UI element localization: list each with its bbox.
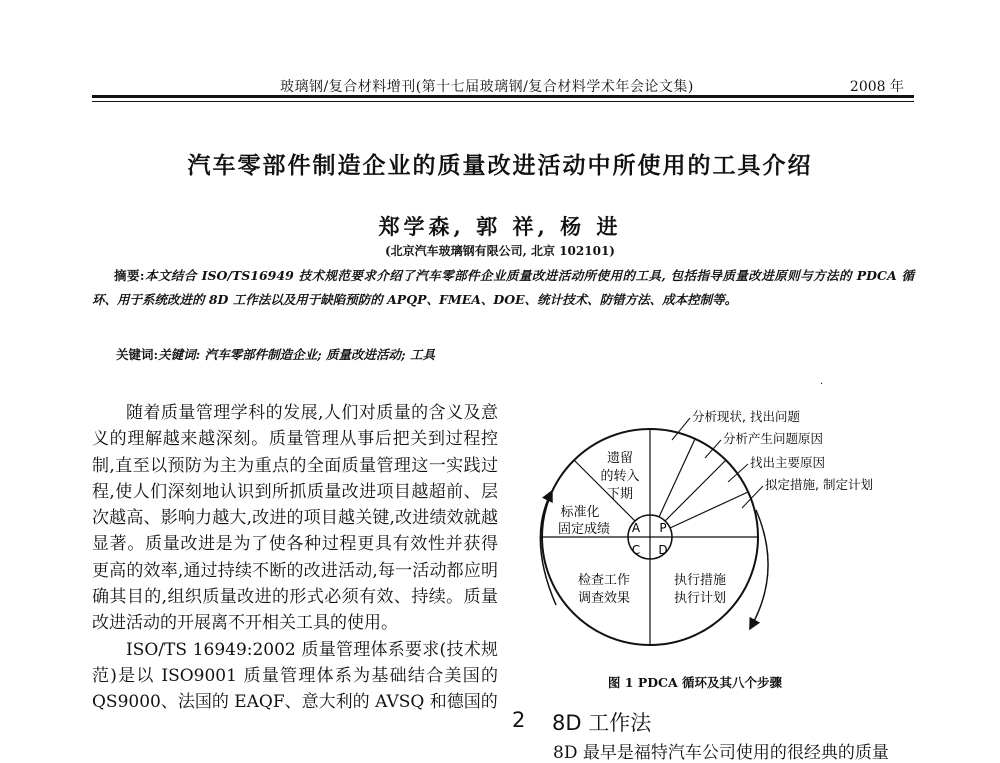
sector-top-line-2: 的转入 xyxy=(600,469,640,484)
sector-left-line-2: 固定成绩 xyxy=(557,522,611,537)
abstract-label: 摘要: xyxy=(114,268,145,283)
keywords-label: 关键词: xyxy=(116,347,159,362)
abstract xyxy=(92,264,914,312)
body-paragraph-1: 随着质量管理学科的发展,人们对质量的含义及意义的理解越来越深刻。质量管理从事后把关到过程控制,直至以预防为主为重点的全面质量管理这一实践过程,使人们深刻地认识到所抓质量改进项目越超前、层次越高、影响力越大,改进的项目越关键,改进绩效就越显著。质量改进是为了使各种过程更具有效性并获得更高的效率,通过持续不断的改进活动,每一活动都应明确其目的,组织质量改进的形式必须有效、持续。质量改进活动的开展离不开相关工具的使用。 xyxy=(92,403,498,634)
paper-affiliation: (北京汽车玻璃钢有限公司, 北京 102101) xyxy=(385,244,615,258)
pdca-figure xyxy=(520,400,910,670)
quadrant-a: A xyxy=(631,521,641,535)
body-left-column xyxy=(92,400,498,716)
pdca-diagram xyxy=(520,400,910,670)
sector-check-line-1: 检查工作 xyxy=(577,573,631,588)
keywords xyxy=(116,345,435,363)
quadrant-p: P xyxy=(659,521,667,535)
step-1-label: 分析现状, 找出问题 xyxy=(692,409,800,424)
quadrant-d: D xyxy=(658,543,668,557)
step-3-label: 找出主要原因 xyxy=(750,455,826,470)
section-first-line: 8D 最早是福特汽车公司使用的很经典的质量 xyxy=(553,743,889,763)
journal-header: 玻璃钢/复合材料增刊(第十七届玻璃钢/复合材料学术年会论文集) xyxy=(280,79,694,95)
body-paragraph-2: ISO/TS 16949:2002 质量管理体系要求(技术规范)是以 ISO9001 质量管理体系为基础结合美国的 QS9000、法国的 EAQF、意大利的 AVSQ 和德国的 xyxy=(92,639,498,713)
abstract-text: 本文结合 ISO/TS16949 技术规范要求介绍了汽车零部件企业质量改进活动所使用的工具, 包括指导质量改进原则与方法的 PDCA 循环、用于系统改进的 8D 工作法以及用于缺陷预防的 APQP、FMEA、DOE、统计技术、防错方法、成本控制等。 xyxy=(92,268,914,307)
step-2-label: 分析产生问题原因 xyxy=(723,431,824,446)
figure-caption: 图 1 PDCA 循环及其八个步骤 xyxy=(607,675,783,690)
section-number: 2 xyxy=(512,708,526,732)
sector-check-line-2: 调查效果 xyxy=(577,591,631,606)
section-title: 8D 工作法 xyxy=(552,711,652,735)
divider-p-3 xyxy=(670,492,748,528)
step-2-leader xyxy=(705,440,721,458)
keywords-text: 关键词: 汽车零部件制造企业; 质量改进活动; 工具 xyxy=(158,347,436,362)
journal-year: 2008 年 xyxy=(849,79,904,95)
divider-p-2 xyxy=(665,460,726,521)
sector-left-line-1: 标准化 xyxy=(560,505,600,520)
quadrant-c: C xyxy=(631,543,641,557)
header-rule-thin xyxy=(92,101,914,102)
paper-authors: 郑学森, 郭 祥, 杨 进 xyxy=(378,214,622,239)
sector-do-line-1: 执行措施 xyxy=(673,573,727,588)
header-rule-thick xyxy=(92,95,914,98)
divider-p-1 xyxy=(659,439,695,517)
sector-top-line-3: 下期 xyxy=(606,487,634,502)
step-4-label: 拟定措施, 制定计划 xyxy=(765,477,873,492)
stray-mark: . xyxy=(820,376,824,387)
paper-title: 汽车零部件制造企业的质量改进活动中所使用的工具介绍 xyxy=(187,153,813,179)
sector-do-line-2: 执行计划 xyxy=(673,591,727,606)
sector-top-line-1: 遗留 xyxy=(606,451,634,466)
